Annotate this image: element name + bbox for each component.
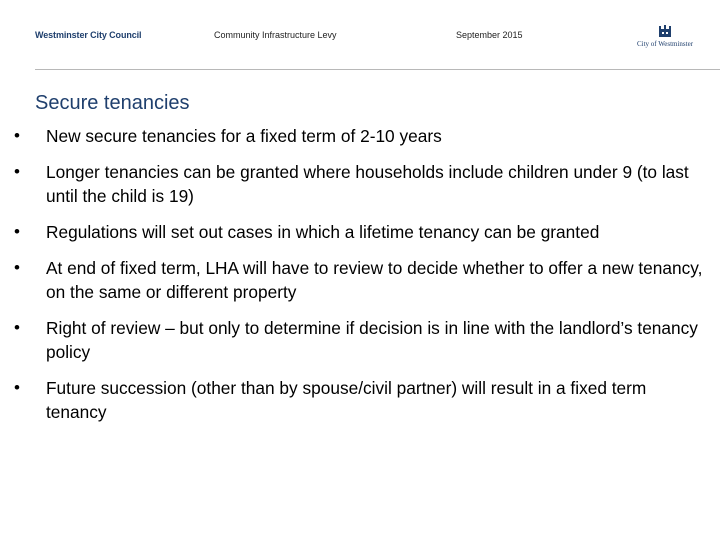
- header-topic: Community Infrastructure Levy: [214, 30, 337, 40]
- bullet-text: Regulations will set out cases in which a lifetime tenancy can be granted: [46, 222, 600, 242]
- bullet-dot: •: [14, 162, 20, 181]
- list-item: [14, 124, 704, 148]
- brand-name: Westminster City Council: [35, 30, 142, 40]
- header-date: September 2015: [456, 30, 523, 40]
- bullet-text: Right of review – but only to determine if decision is in line with the landlord’s tenancy policy: [46, 318, 698, 362]
- bullet-list: [14, 124, 704, 436]
- bullet-dot: •: [14, 258, 20, 277]
- bullet-dot: •: [14, 126, 20, 145]
- bullet-dot: •: [14, 378, 20, 397]
- bullet-dot: •: [14, 222, 20, 241]
- bullet-dot: •: [14, 318, 20, 337]
- list-item: [14, 160, 704, 208]
- list-item: [14, 220, 704, 244]
- bullet-text: Future succession (other than by spouse/civil partner) will result in a fixed term tenancy: [46, 378, 647, 422]
- logo-text: City of Westminster: [636, 40, 694, 48]
- bullet-text: New secure tenancies for a fixed term of 2-10 years: [46, 126, 442, 146]
- council-logo: [632, 24, 698, 54]
- page-title: Secure tenancies: [35, 92, 190, 114]
- list-item: [14, 376, 704, 424]
- header-divider: [35, 69, 720, 70]
- bullet-text: At end of fixed term, LHA will have to review to decide whether to offer a new tenancy, on the same or different property: [46, 258, 703, 302]
- crest-icon: [658, 24, 672, 38]
- list-item: [14, 316, 704, 364]
- list-item: [14, 256, 704, 304]
- bullet-text: Longer tenancies can be granted where households include children under 9 (to last until the child is 19): [46, 162, 689, 206]
- slide-header: [0, 0, 720, 70]
